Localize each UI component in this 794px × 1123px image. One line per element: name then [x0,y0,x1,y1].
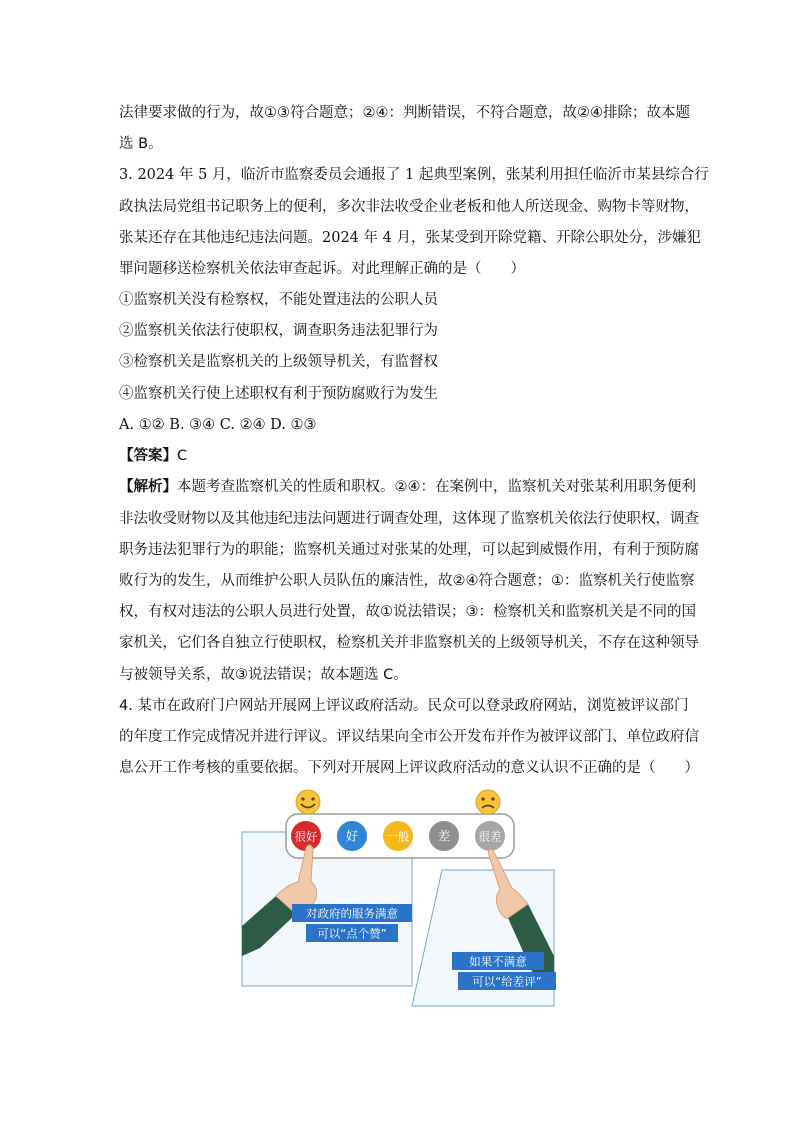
question-3-stem-line: 政执法局党组书记职务上的便利，多次非法收受企业老板和他人所送现金、购物卡等财物， [119,199,699,215]
worried-face-icon [476,790,500,814]
question-4-stem-line: 4. 某市在政府门户网站开展网上评议政府活动。民众可以登录政府网站，浏览被评议部门 [119,698,689,714]
question-3-stem-line: 3. 2024 年 5 月，临沂市监察委员会通报了 1 起典型案例，张某利用担任临沂市某县综合行 [119,167,709,183]
left-caption-line: 对政府的服务满意 [306,906,398,921]
analysis-line: 非法收受财物以及其他违纪违法问题进行调查处理，这体现了监察机关依法行使职权，调查 [119,511,699,527]
question-3-option: ①监察机关没有检察权，不能处置违法的公职人员 [119,292,438,308]
analysis-line: 家机关，它们各自独立行使职权，检察机关并非监察机关的上级领导机关，不存在这种领导 [119,635,699,651]
left-caption-line: 可以“点个赞” [317,926,387,941]
analysis-label: 【解析】 [119,479,177,495]
analysis-line: 权，有权对违法的公职人员进行处置，故①说法错误；③：检察机关和监察机关是不同的国 [119,604,696,620]
rating-label: 好 [345,828,359,844]
analysis-line: 与被领导关系，故③说法错误；故本题选 C。 [119,667,408,683]
question-4-stem-line: 的年度工作完成情况并进行评议。评议结果向全市公开发布并作为被评议部门、单位政府信 [119,729,699,745]
question-4-stem-line: 息公开工作考核的重要依据。下列对开展网上评议政府活动的意义认识不正确的是（ ） [119,760,699,776]
answer-line [119,447,187,465]
rating-button[interactable] [428,820,460,852]
rating-illustration [236,786,556,1008]
answer-value: C [177,448,188,464]
question-3-option: ③检察机关是监察机关的上级领导机关，有监督权 [119,354,438,370]
question-3-stem-line: 张某还存在其他违纪违法问题。2024 年 4 月，张某受到开除党籍、开除公职处分，涉嫌犯 [119,230,701,246]
analysis-text: 本题考查监察机关的性质和职权。②④：在案例中，监察机关对张某利用职务便利 [177,479,696,495]
prev-explanation-line: 法律要求做的行为，故①③符合题意；②④：判断错误，不符合题意，故②④排除；故本题 [119,105,690,121]
answer-label: 【答案】 [119,448,177,464]
question-3-option: ②监察机关依法行使职权，调查职务违法犯罪行为 [119,323,438,339]
rating-label: 很差 [478,829,502,844]
rating-button[interactable] [474,820,506,852]
right-caption-line: 如果不满意 [469,954,527,969]
rating-label: 差 [437,828,451,844]
question-3-option: ④监察机关行使上述职权有利于预防腐败行为发生 [119,386,438,402]
question-3-choices: A. ①② B. ③④ C. ②④ D. ①③ [119,417,317,433]
rating-button[interactable] [382,820,414,852]
smiling-face-icon [296,790,320,814]
rating-button[interactable] [336,820,368,852]
question-3-stem-line: 罪问题移送检察机关依法审查起诉。对此理解正确的是（ ） [119,261,525,277]
rating-label: 很好 [294,829,318,844]
analysis-line: 败行为的发生，从而维护公职人员队伍的廉洁性，故②④符合题意；①：监察机关行使监察 [119,573,695,589]
analysis-line [119,478,696,496]
right-caption-line: 可以“给差评” [472,974,542,989]
rating-label: 一般 [386,829,410,844]
prev-explanation-line: 选 B。 [119,136,163,152]
analysis-line: 职务违法犯罪行为的职能；监察机关通过对张某的处理，可以起到威慑作用，有利于预防腐 [119,542,699,558]
